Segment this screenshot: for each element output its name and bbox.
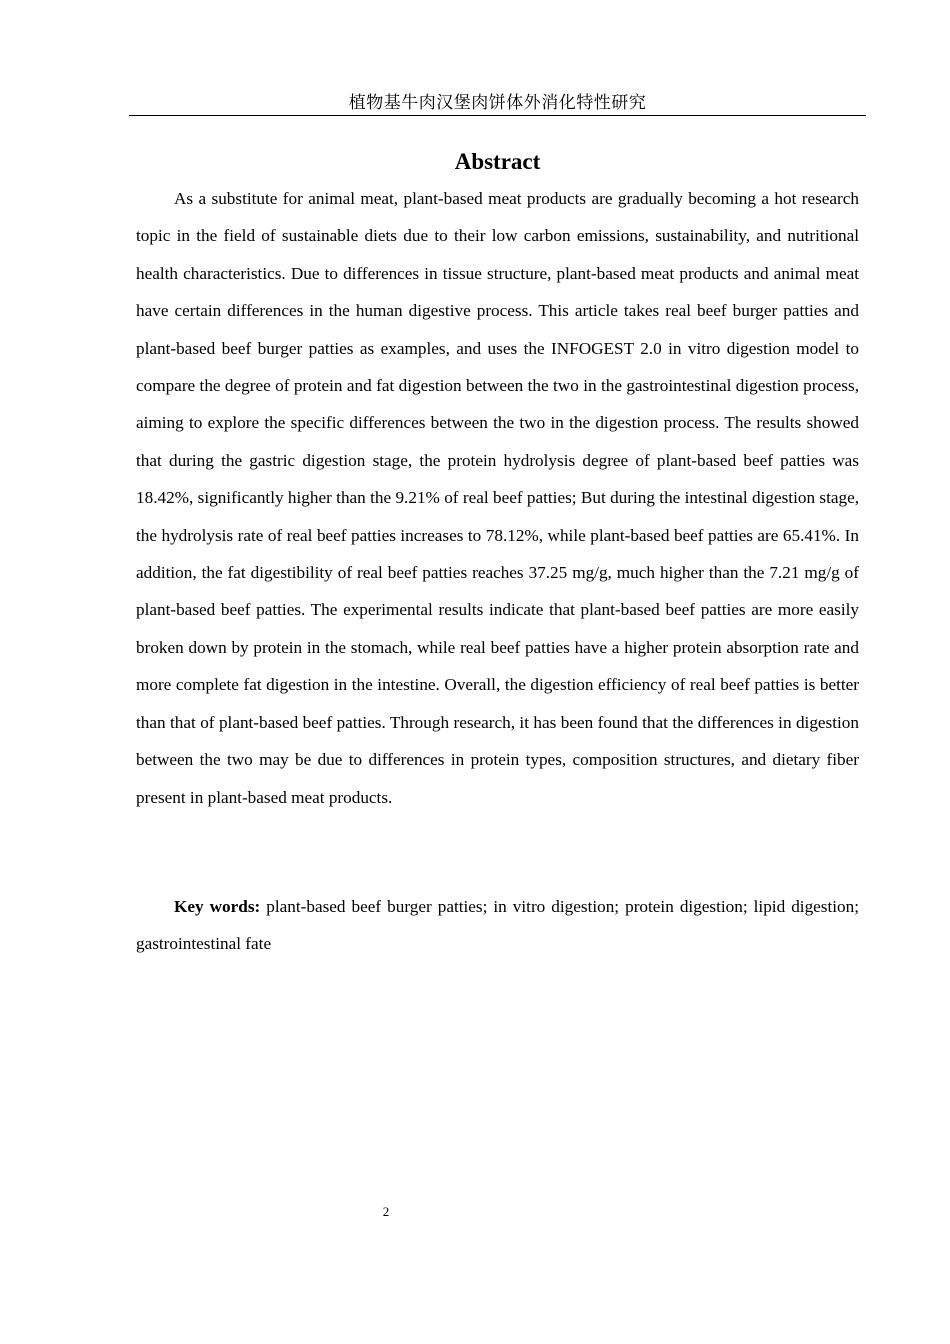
keywords-text: plant-based beef burger patties; in vitro digestion; protein digestion; lipid digestion; gastrointestinal fate bbox=[136, 897, 859, 954]
abstract-body: As a substitute for animal meat, plant-based meat products are gradually becoming a hot research topic in the field of sustainable diets due to their low carbon emissions, sustainability, and nutritional health characteristics. Due to differences in tissue structure, plant-based meat products and animal meat have certain differences in the human digestive process. This article takes real beef burger patties and plant-based beef burger patties as examples, and uses the INFOGEST 2.0 in vitro digestion model to compare the degree of protein and fat digestion between the two in the gastrointestinal digestion process, aiming to explore the specific differences between the two in the digestion process. The results showed that during the gastric digestion stage, the protein hydrolysis degree of plant-based beef patties was 18.42%, significantly higher than the 9.21% of real beef patties; But during the intestinal digestion stage, the hydrolysis rate of real beef patties increases to 78.12%, while plant-based beef patties are 65.41%. In addition, the fat digestibility of real beef patties reaches 37.25 mg/g, much higher than the 7.21 mg/g of plant-based beef patties. The experimental results indicate that plant-based beef patties are more easily broken down by protein in the stomach, while real beef patties have a higher protein absorption rate and more complete fat digestion in the intestine. Overall, the digestion efficiency of real beef patties is better than that of plant-based beef patties. Through research, it has been found that the differences in digestion between the two may be due to differences in protein types, composition structures, and dietary fiber present in plant-based meat products. bbox=[136, 189, 859, 807]
keywords-paragraph bbox=[136, 888, 859, 963]
running-header-title: 植物基牛肉汉堡肉饼体外消化特性研究 bbox=[348, 93, 647, 113]
abstract-heading: Abstract bbox=[454, 149, 541, 174]
header-rule bbox=[129, 115, 866, 116]
page-number: 2 bbox=[382, 1204, 390, 1219]
keywords-label: Key words: bbox=[174, 897, 261, 916]
